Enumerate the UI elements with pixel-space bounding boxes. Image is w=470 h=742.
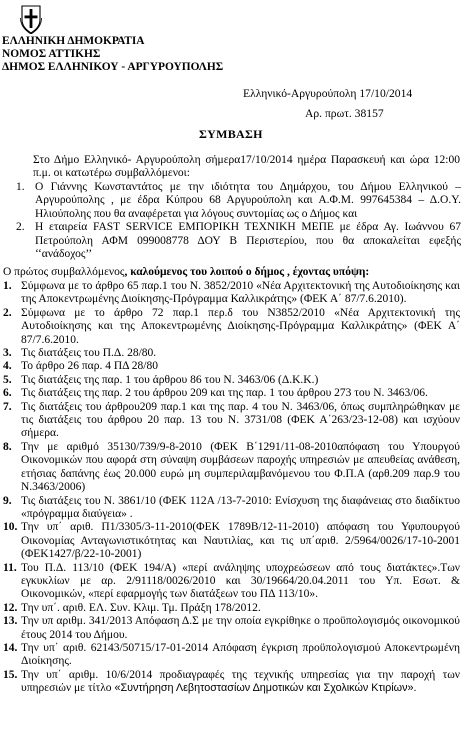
- consideration-item: 2. Σύμφωνα με το άρθρο 72 παρ.1 περ.δ του Ν3852/2010 «Νέα Αρχιτεκτονική της Αυτοδιοίκησης και της Αποκεντρωμένης Διοίκησης-Πρόγραμμα Καλλικράτης» (ΦΕΚ Α΄ 87/7.6.2010.: [3, 306, 460, 346]
- consideration-item: 11. Του Π.Δ. 113/10 (ΦΕΚ 194/Α) «περί ανάληψης υποχρεώσεων από τους διατάκτες».Των εγκυκλίων με αρ. 2/91118/0026/2010 και 30/19664/20.04.2011 του Υπ. Εσωτ. & Οικονομικών, «περί εφαρμογής των διατάξεων του ΠΔ 113/10».: [3, 561, 460, 601]
- considerations-list: [3, 280, 460, 696]
- consideration-item: 8. Την με αριθμό 35130/739/9-8-2010 (ΦΕΚ Β΄1291/11-08-2010απόφαση του Υπουργού Οικονομικών που αφορά στη σύναψη συμβάσεων παροχής υπηρεσιών με απευθείας ανάθεση, ετήσιας δαπάνης έως 20.000 ευρώ μη συμπεριλαμβανόμενου του Φ.Π.Α (αρθ.209 παρ.9 του Ν.3463/2006): [3, 440, 460, 494]
- header-line-municipality: ΔΗΜΟΣ ΕΛΛΗΝΙΚΟΥ - ΑΡΓΥΡΟΥΠΟΛΗΣ: [2, 61, 224, 73]
- party-item: 2. Η εταιρεία FAST SERVICE ΕΜΠΟΡΙΚΗ ΤΕΧΝΙΚΗ ΜΕΠΕ με έδρα Αγ. Ιωάννου 67 Πετρούπολη ΑΦΜ 099008778 ΔΟΥ Β Περιστερίου, που θα αποκαλείται εφεξής ‘‘ανάδοχος’’: [16, 221, 461, 261]
- header-line-republic: ΕΛΛΗΝΙΚΗ ΔΗΜΟΚΡΑΤΙΑ: [2, 35, 145, 47]
- intro-paragraph: Στο Δήμο Ελληνικό- Αργυρούπολη σήμερα17/10/2014 ημέρα Παρασκευή και ώρα 12:00 π.μ. οι κατωτέρω συμβαλλόμενοι:: [33, 154, 460, 180]
- consideration-item: 1. Σύμφωνα με το άρθρο 65 παρ.1 του Ν. 3852/2010 «Νέα Αρχιτεκτονική της Αυτοδιοίκησης και της Αποκεντρωμένης Διοίκησης-Πρόγραμμα Καλλικράτης» (ΦΕΚ Α΄ 87/7.6.2010).: [3, 280, 460, 306]
- place-date: Ελληνικό-Αργυρούπολη 17/10/2014: [243, 87, 413, 100]
- consideration-item: 9. Τις διατάξεις του Ν. 3861/10 (ΦΕΚ 112Α /13-7-2010: Ενίσχυση της διαφάνειας στο διαδίκτυο «πρόγραμμα διαύγεια» .: [3, 494, 460, 520]
- consideration-item: 7. Τις διατάξεις του άρθρου209 παρ.1 και της παρ. 4 του Ν. 3463/06, όπως συμπληρώθηκαν με τις διατάξεις του άρθρου 20 παρ. 13 του Ν. 3731/08 (ΦΕΚ Α΄263/23-12-08) και ισχύουν σήμερα.: [3, 400, 460, 440]
- page-title: ΣΥΜΒΑΣΗ: [199, 127, 263, 141]
- consideration-item: 12. Την υπ΄. αριθ. ΕΛ. Συν. Κλιμ. Τμ. Πράξη 178/2012.: [3, 601, 261, 614]
- consideration-item: 14. Την υπ΄ αριθ. 62143/50715/17-01-2014 Απόφαση έγκριση προϋπολογισμού Αποκεντρωμένη Διοίκησης.: [3, 641, 460, 668]
- consideration-item: 6. Τις διατάξεις της παρ. 2 του άρθρου 209 και της παρ. 1 του άρθρου 273 του Ν. 3463/06.: [3, 387, 428, 400]
- consideration-item: 13. Την υπ αριθμ. 341/2013 Απόφαση Δ.Σ με την οποία εγκρίθηκε ο προϋπολογισμός οικονομικού έτους 2014 του Δήμου.: [3, 615, 460, 641]
- agreement-line: Ο πρώτος συμβαλλόμενος, καλούμενος του λοιπού ο δήμος , έχοντας υπόψη:: [3, 266, 370, 278]
- consideration-item: 15. Την υπ΄ αριθμ. 10/6/2014 προδιαγραφές της τεχνικής υπηρεσίας για την παροχή των υπηρεσιών με τίτλο «Συντήρηση Λεβητοστασίων Δημοτικών και Σχολικών Κτιρίων».: [3, 668, 460, 695]
- consideration-item: 10. Την υπ΄ αριθ. Π1/3305/3-11-2010(ΦΕΚ 1789Β/12-11-2010) απόφαση του Υφυπουργού Οικονομίας Ανταγωνιστικότητας και Ναυτιλίας, και τις υπ΄αριθ. 2/5964/0026/17-10-2001 (ΦΕΚ1427/β/22-10-2001): [3, 521, 460, 561]
- consideration-item: 4. Το άρθρο 26 παρ. 4 ΠΔ 28/80: [3, 360, 158, 373]
- consideration-item: 3. Τις διατάξεις του Π.Δ. 28/80.: [3, 347, 157, 360]
- hellenic-republic-emblem-icon: [20, 4, 42, 34]
- parties-list: [3, 181, 461, 261]
- consideration-item: 5. Τις διατάξεις της παρ. 1 του άρθρου 86 του Ν. 3463/06 (Δ.Κ.Κ.): [3, 373, 319, 386]
- protocol-number: Αρ. πρωτ. 38157: [305, 107, 384, 120]
- header-line-prefecture: ΝΟΜΟΣ ΑΤΤΙΚΗΣ: [2, 48, 101, 60]
- party-item: 1. Ο Γιάννης Κωνσταντάτος με την ιδιότητα του Δημάρχου, του Δήμου Ελληνικού – Αργυρούπολης , με έδρα Κύπρου 68 Αργυρούπολη και Α.Φ.Μ. 997645384 – Δ.Ο.Υ. Ηλιούπολης που θα αναφέρεται για λόγους συντομίας ως ο Δήμος και: [16, 181, 461, 220]
